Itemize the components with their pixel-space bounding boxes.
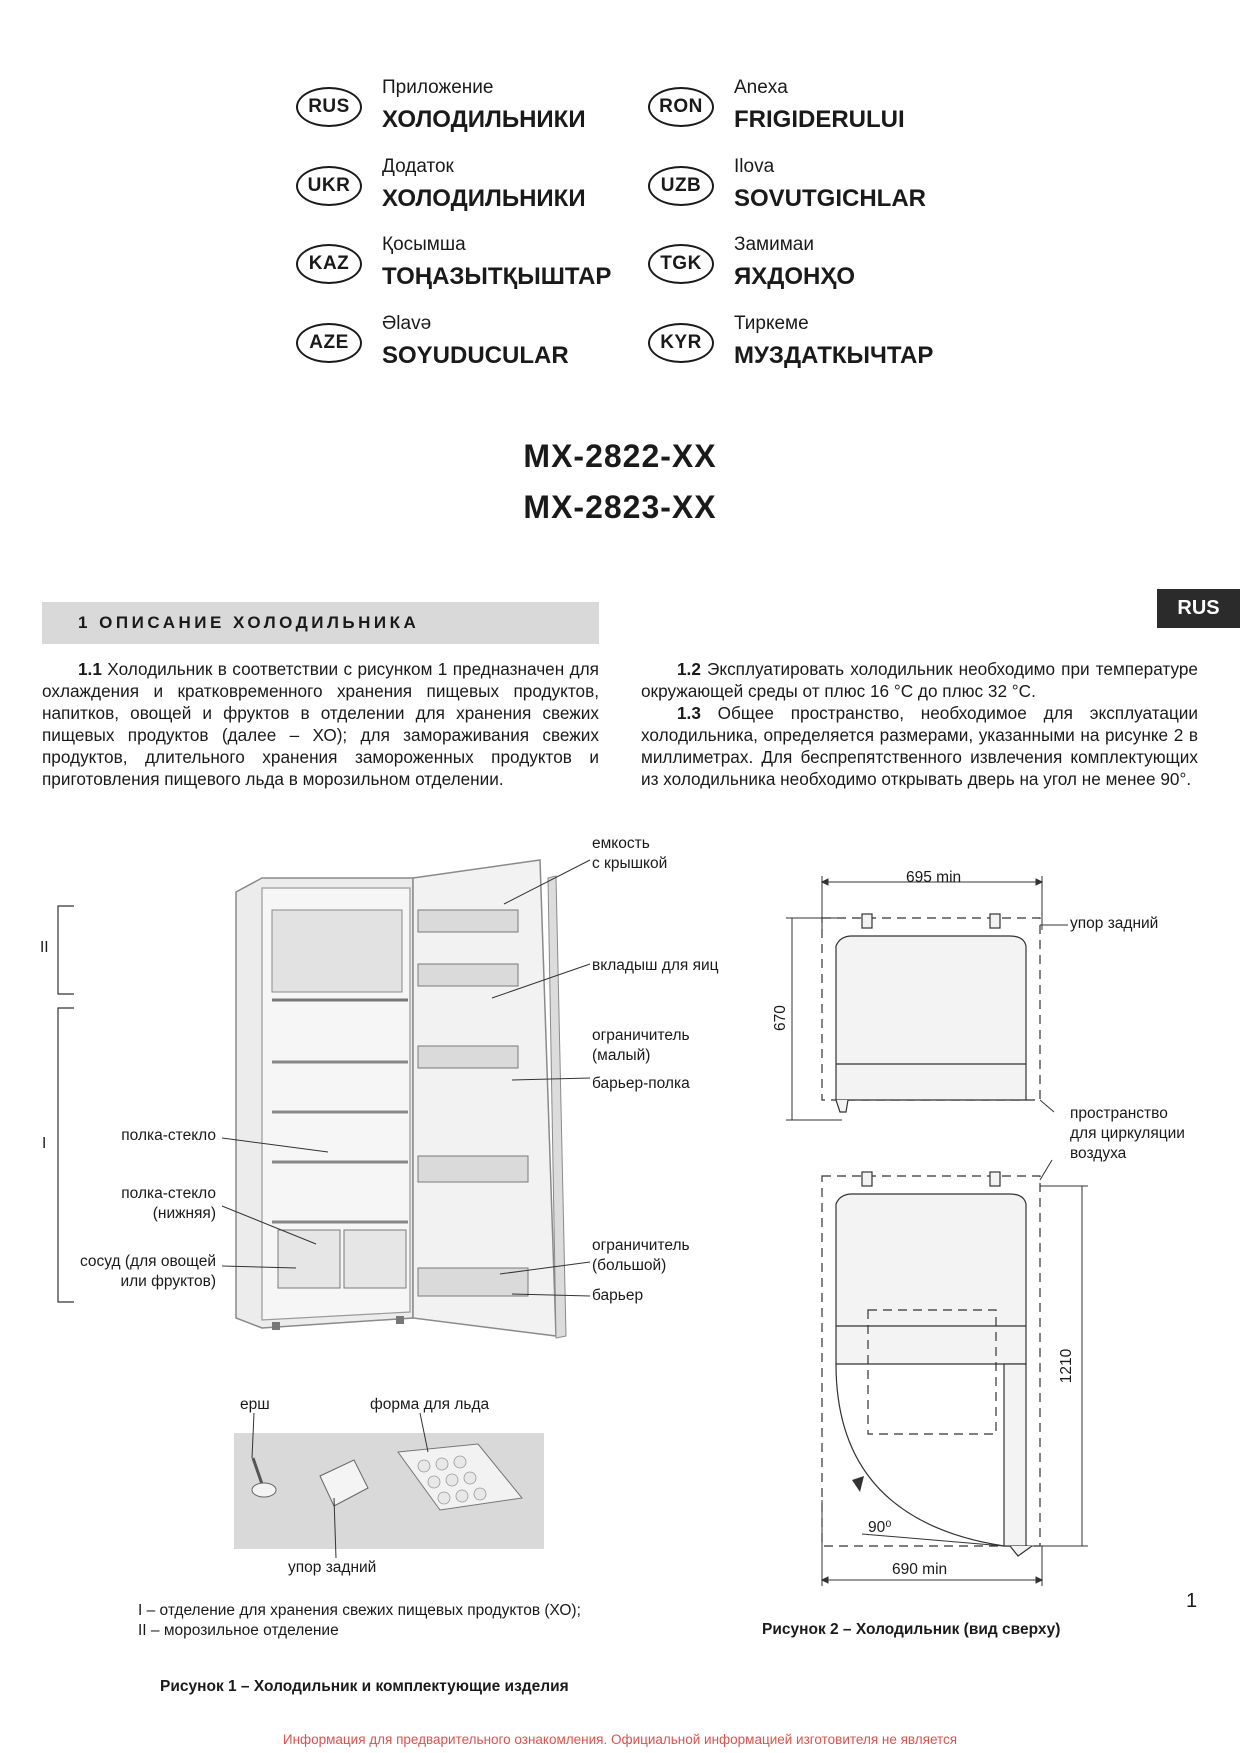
- figure-2-drawing: [786, 876, 1088, 1586]
- figure-1-legend-2: II – морозильное отделение: [138, 1622, 339, 1639]
- page-number: 1: [1186, 1590, 1198, 1612]
- label-ice-tray: форма для льда: [370, 1396, 490, 1413]
- lang-title: FRIGIDERULUI: [734, 106, 905, 133]
- lang-code-badge: UKR: [296, 166, 362, 206]
- dim-depth: 670: [771, 1005, 789, 1031]
- section-brackets: [58, 906, 74, 1302]
- label-glass-shelf: полка-стекло: [121, 1127, 216, 1144]
- figure-1-caption: Рисунок 1 – Холодильник и комплектующие изделия: [160, 1678, 569, 1695]
- label-container: емкость с крышкой: [592, 835, 668, 872]
- lang-sub: Əlavə: [382, 313, 432, 334]
- angle-label: 90⁰: [868, 1519, 892, 1536]
- paragraph-text: Эксплуатировать холодильник необходимо при температуре окружающей среды от плюс 16 °С до плюс 32 °С.: [641, 659, 1198, 701]
- paragraph-text: Общее пространство, необходимое для эксплуатации холодильника, определяется размерами, указанными на рисунке 2 в миллиметрах. Для беспрепятственного извлечения комплектующих из холодильника необходимо открывать дверь на угол не менее 90°.: [641, 703, 1198, 789]
- accessories-panel: [234, 1413, 544, 1558]
- label-barrier-shelf: барьер-полка: [592, 1075, 690, 1092]
- label-barrier: барьер: [592, 1287, 644, 1304]
- paragraph-text: Холодильник в соответствии с рисунком 1 предназначен для охлаждения и кратковременного хранения пищевых продуктов, напитков, овощей и фруктов в отделении для хранения свежих пищевых продуктов (далее – ХО); для замораживания свежих продуктов, длительного хранения замороженных продуктов и приготовления пищевого льда в морозильном отделении.: [42, 659, 599, 789]
- label-limiter-small: ограничитель (малый): [592, 1027, 690, 1064]
- paragraph-number: 1.1: [78, 659, 102, 679]
- label-egg-tray: вкладыш для яиц: [592, 957, 719, 974]
- paragraph-number: 1.3: [677, 703, 701, 723]
- paragraph-number: 1.2: [677, 659, 701, 679]
- dim-bottom-width: 690 min: [892, 1561, 948, 1578]
- lang-sub: Ilova: [734, 156, 775, 177]
- lang-title: SOVUTGICHLAR: [734, 185, 926, 212]
- lang-code-badge: RON: [648, 87, 714, 127]
- section-mark-freezer: II: [40, 939, 49, 956]
- label-vessel: сосуд (для овощей или фруктов): [80, 1253, 216, 1290]
- lang-sub: Тиркеме: [734, 313, 809, 334]
- lang-code-badge: TGK: [648, 244, 714, 284]
- label-rear-stop-accessory: упор задний: [288, 1559, 377, 1576]
- lang-title: МУЗДАТКЫЧТАР: [734, 342, 934, 369]
- fridge-illustration: [236, 860, 566, 1338]
- figure-2-caption: Рисунок 2 – Холодильник (вид сверху): [762, 1621, 1061, 1638]
- lang-title: SOYUDUCULAR: [382, 342, 569, 369]
- label-limiter-big: ограничитель (большой): [592, 1237, 690, 1274]
- dim-door: 1210: [1058, 1348, 1076, 1384]
- lang-sub: Anexa: [734, 77, 788, 98]
- lang-title: ХОЛОДИЛЬНИКИ: [382, 106, 586, 133]
- section-mark-fresh: I: [42, 1135, 47, 1152]
- lang-title: ТОҢАЗЫТҚЫШТАР: [382, 263, 612, 290]
- lang-sub: Приложение: [382, 77, 494, 98]
- lang-title: ЯХДОНҲО: [734, 263, 856, 290]
- lang-code-badge: AZE: [296, 323, 362, 363]
- section-title: 1 ОПИСАНИЕ ХОЛОДИЛЬНИКА: [42, 602, 599, 644]
- lang-sub: Додаток: [382, 156, 454, 177]
- disclaimer: Информация для предварительного ознакомления. Официальной информацией изготовителя не является: [282, 1732, 958, 1747]
- lang-code-badge: KYR: [648, 323, 714, 363]
- figure-1-legend-1: I – отделение для хранения свежих пищевых продуктов (ХО);: [138, 1602, 581, 1619]
- label-rear-stop: упор задний: [1070, 915, 1159, 932]
- lang-code-badge: RUS: [296, 87, 362, 127]
- label-brush: ерш: [240, 1396, 270, 1413]
- model-number: МХ-2822-ХХ: [523, 438, 717, 474]
- model-number: МХ-2823-ХХ: [523, 489, 717, 525]
- dim-top-width: 695 min: [906, 869, 962, 886]
- label-glass-shelf-lower: полка-стекло (нижняя): [121, 1185, 216, 1222]
- lang-sub: Қосымша: [382, 234, 466, 255]
- lang-title: ХОЛОДИЛЬНИКИ: [382, 185, 586, 212]
- label-air-space: пространство для циркуляции воздуха: [1070, 1105, 1185, 1162]
- lang-code-badge: KAZ: [296, 244, 362, 284]
- language-tab: RUS: [1157, 589, 1240, 628]
- lang-sub: Замимаи: [734, 234, 814, 255]
- lang-code-badge: UZB: [648, 166, 714, 206]
